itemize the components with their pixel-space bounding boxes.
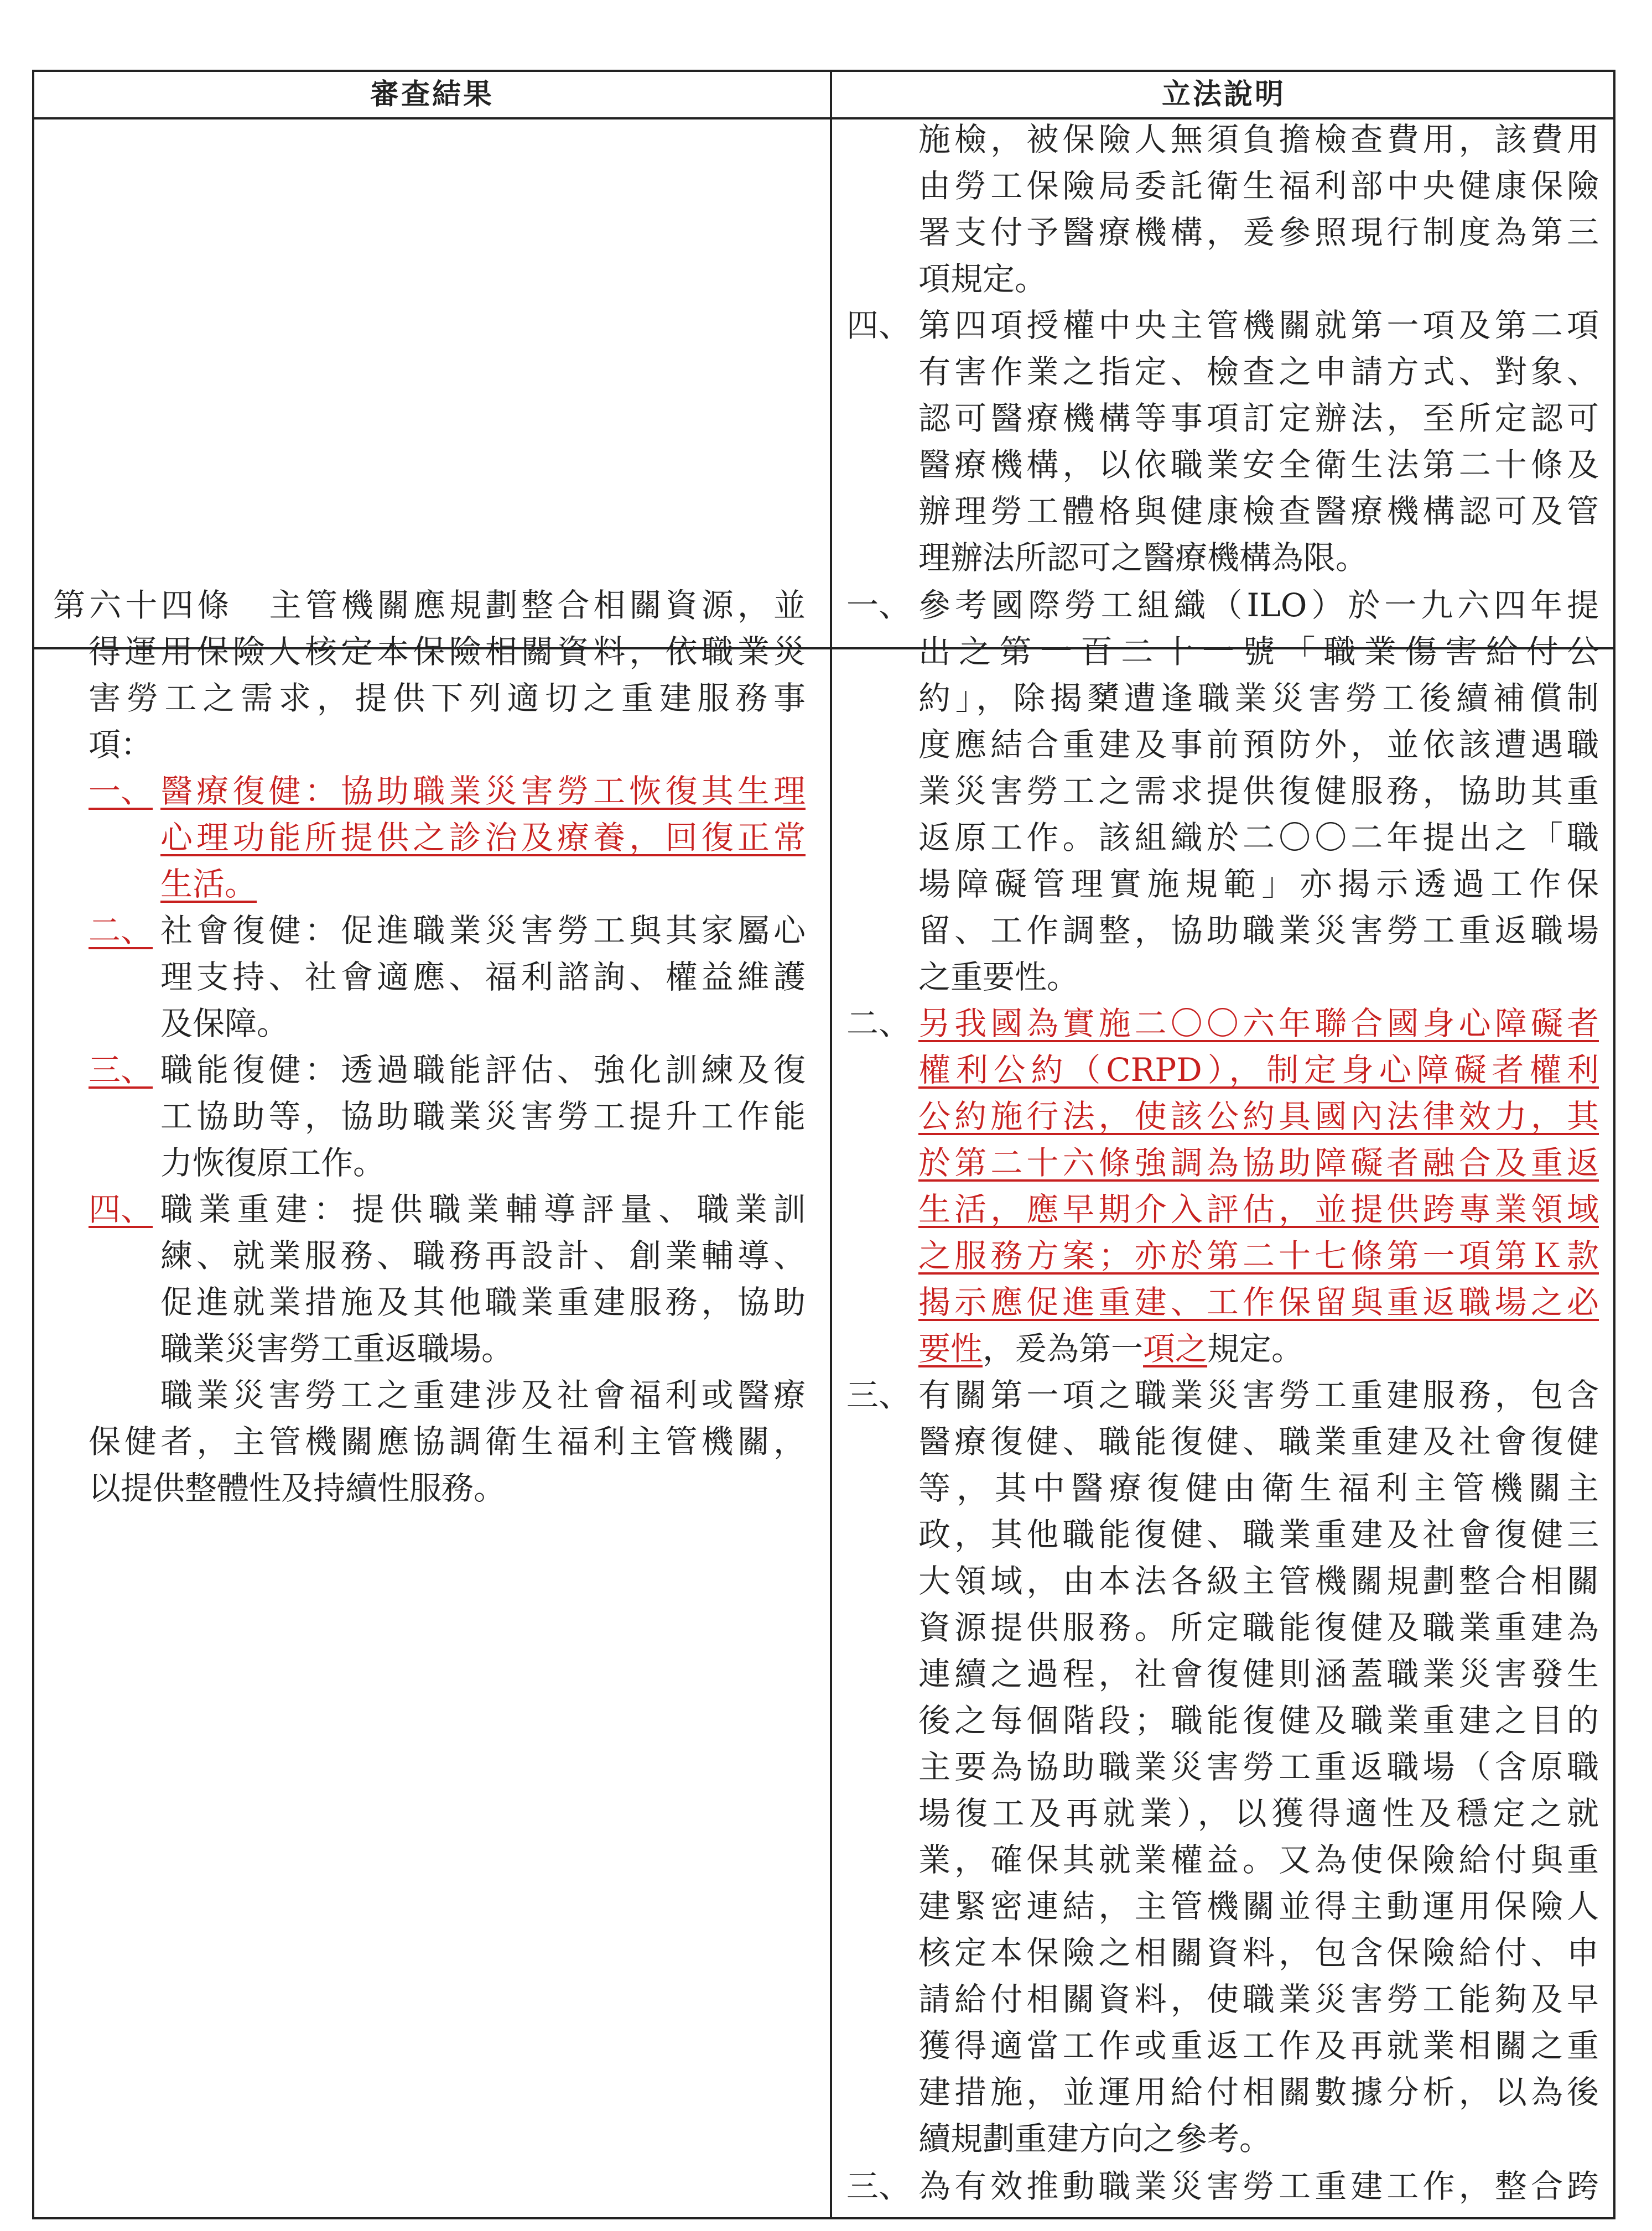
item-marker: 一、 — [846, 586, 911, 624]
text-line: 第四項授權中央主管機關就第一項及第二項 — [918, 306, 1599, 344]
text-line: 等，其中醫療復健由衛生福利主管機關主 — [918, 1469, 1599, 1507]
text-line: 項： — [89, 726, 153, 763]
text-line: 約」，除揭櫫遭逢職業災害勞工後續補償制 — [918, 679, 1599, 717]
text-line: 施檢，被保險人無須負擔檢查費用，該費用 — [918, 121, 1599, 158]
text-line: 連續之過程，社會復健則涵蓋職業災害發生 — [918, 1655, 1599, 1693]
text-line: 大領域，由本法各級主管機關規劃整合相關 — [918, 1562, 1599, 1600]
text-line-red: 生活。 — [160, 865, 257, 903]
item-marker: 二、 — [846, 1005, 911, 1042]
text-line: 返原工作。該組織於二〇〇二年提出之「職 — [918, 819, 1599, 856]
item-marker: 三、 — [846, 1376, 911, 1414]
text-line: 有害作業之指定、檢查之申請方式、對象、 — [918, 353, 1599, 391]
text-line: 理辦法所認可之醫療機構為限。 — [918, 539, 1368, 576]
text-line: 理支持、社會適應、福利諮詢、權益維護 — [160, 958, 806, 996]
text-line: 署支付予醫療機構，爰參照現行制度為第三 — [918, 214, 1599, 251]
item-marker-3: 三、 — [89, 1051, 153, 1089]
text-line: 力恢復原工作。 — [160, 1144, 386, 1182]
item-marker-2: 二、 — [89, 912, 153, 949]
text-line: 工協助等，協助職業災害勞工提升工作能 — [160, 1098, 806, 1135]
text-line: 社會復健：促進職業災害勞工與其家屬心 — [160, 912, 806, 949]
text-span: ，爰為第一 — [983, 1330, 1144, 1367]
text-line: 建措施，並運用給付相關數據分析，以為後 — [918, 2073, 1599, 2111]
red-span: 項之 — [1143, 1330, 1208, 1367]
text-line: 建緊密連結，主管機關並得主動運用保險人 — [918, 1887, 1599, 1925]
text-line: 參考國際勞工組織（ILO）於一九六四年提 — [918, 586, 1599, 624]
text-line: 主要為協助職業災害勞工重返職場（含原職 — [918, 1748, 1599, 1786]
text-line: 及保障。 — [160, 1005, 289, 1042]
text-line: 場障礙管理實施規範」亦揭示透過工作保 — [918, 865, 1599, 903]
text-line-red: 權利公約（CRPD），制定身心障礙者權利 — [918, 1051, 1599, 1089]
text-line: 後之每個階段；職能復健及職業重建之目的 — [918, 1702, 1599, 1739]
text-span: 規定。 — [1207, 1330, 1304, 1367]
text-line: 職能復健：透過職能評估、強化訓練及復 — [160, 1051, 806, 1089]
text-line: 核定本保險之相關資料，包含保險給付、申 — [918, 1934, 1599, 1972]
item-marker: 三、 — [846, 2167, 911, 2205]
text-line: 得運用保險人核定本保險相關資料，依職業災 — [89, 633, 806, 670]
text-line: 續規劃重建方向之參考。 — [918, 2120, 1272, 2157]
text-line: 請給付相關資料，使職業災害勞工能夠及早 — [918, 1980, 1599, 2018]
text-line: 醫療復健、職能復健、職業重建及社會復健 — [918, 1423, 1599, 1460]
text-line-red: 心理功能所提供之診治及療養，回復正常 — [160, 819, 806, 856]
text-line: 認可醫療機構等事項訂定辦法，至所定認可 — [918, 399, 1599, 437]
column-divider — [830, 72, 832, 2217]
text-line-red: 醫療復健：協助職業災害勞工恢復其生理 — [160, 772, 806, 810]
text-line: 業，確保其就業權益。又為使保險給付與重 — [918, 1841, 1599, 1879]
text-line: 由勞工保險局委託衛生福利部中央健康保險 — [918, 167, 1599, 205]
text-line: 醫療機構，以依職業安全衛生法第二十條及 — [918, 446, 1599, 483]
text-line-red: 生活，應早期介入評估，並提供跨專業領域 — [918, 1190, 1599, 1228]
text-line-red: 另我國為實施二〇〇六年聯合國身心障礙者 — [918, 1005, 1599, 1042]
text-line: 職業重建：提供職業輔導評量、職業訓 — [160, 1190, 806, 1228]
item-marker: 四、 — [846, 306, 911, 344]
text-line: 以提供整體性及持續性服務。 — [89, 1469, 506, 1507]
header-legislative-explanation: 立法說明 — [1161, 78, 1286, 111]
text-line-red: 於第二十六條強調為協助障礙者融合及重返 — [918, 1144, 1599, 1182]
text-line-red: 之服務方案；亦於第二十七條第一項第Ｋ款 — [918, 1237, 1599, 1275]
item-marker-1: 一、 — [89, 772, 153, 810]
text-line-red: 公約施行法，使該公約具國內法律效力，其 — [918, 1098, 1599, 1135]
text-line: 出之第一百二十一號「職業傷害給付公 — [918, 633, 1599, 670]
red-span: 要性 — [918, 1330, 983, 1367]
item-marker-4: 四、 — [89, 1190, 153, 1228]
text-line: 獲得適當工作或重返工作及再就業相關之重 — [918, 2027, 1599, 2064]
text-line: 辦理勞工體格與健康檢查醫療機構認可及管 — [918, 492, 1599, 530]
text-line: 促進就業措施及其他職業重建服務，協助 — [160, 1283, 806, 1321]
text-line-red: 揭示應促進重建、工作保留與重返職場之必 — [918, 1283, 1599, 1321]
text-line: 之重要性。 — [918, 958, 1079, 996]
text-line: 場復工及再就業），以獲得適性及穩定之就 — [918, 1795, 1599, 1832]
header-review-result: 審查結果 — [370, 78, 494, 111]
text-line: 業災害勞工之需求提供復健服務，協助其重 — [918, 772, 1599, 810]
text-line: 練、就業服務、職務再設計、創業輔導、 — [160, 1237, 806, 1275]
text-line: 職業災害勞工重返職場。 — [160, 1330, 514, 1367]
text-line: 保健者，主管機關應協調衛生福利主管機關， — [89, 1423, 806, 1460]
text-line-mixed — [918, 1325, 1303, 1372]
text-line: 政，其他職能復健、職業重建及社會復健三 — [918, 1516, 1599, 1553]
text-line: 資源提供服務。所定職能復健及職業重建為 — [918, 1609, 1599, 1646]
text-line: 害勞工之需求，提供下列適切之重建服務事 — [89, 679, 806, 717]
article-first-line: 第六十四條 主管機關應規劃整合相關資源，並 — [53, 586, 806, 624]
text-line: 有關第一項之職業災害勞工重建服務，包含 — [918, 1376, 1599, 1414]
text-line: 項規定。 — [918, 260, 1047, 298]
text-line: 為有效推動職業災害勞工重建工作，整合跨 — [918, 2167, 1599, 2205]
text-line: 留、工作調整，協助職業災害勞工重返職場 — [918, 912, 1599, 949]
text-line: 職業災害勞工之重建涉及社會福利或醫療 — [160, 1376, 806, 1414]
text-line: 度應結合重建及事前預防外，並依該遭遇職 — [918, 726, 1599, 763]
